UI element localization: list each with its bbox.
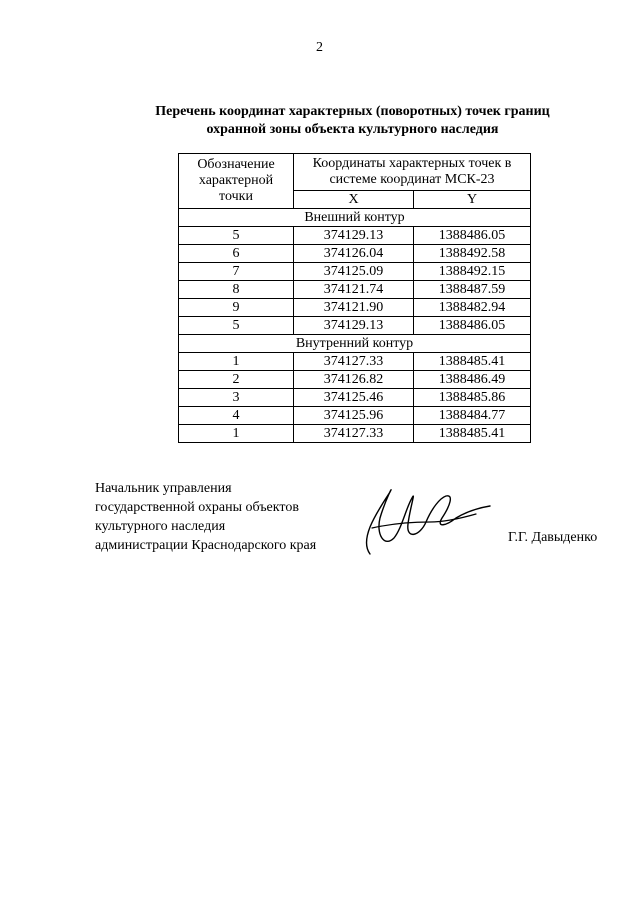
table-header-row bbox=[179, 154, 531, 191]
x-cell: 374127.33 bbox=[294, 353, 414, 371]
point-header-line: характерной bbox=[198, 173, 274, 188]
point-cell: 1 bbox=[179, 425, 294, 443]
signer-position bbox=[95, 479, 316, 555]
section-title: Внешний контур bbox=[179, 209, 531, 227]
title-line-1: Перечень координат характерных (поворотных) точек границ bbox=[155, 104, 550, 119]
point-header bbox=[179, 154, 294, 209]
point-cell: 4 bbox=[179, 407, 294, 425]
table-row bbox=[179, 317, 531, 335]
x-cell: 374125.46 bbox=[294, 389, 414, 407]
table-row bbox=[179, 281, 531, 299]
y-cell: 1388487.59 bbox=[414, 281, 531, 299]
x-cell: 374121.90 bbox=[294, 299, 414, 317]
point-cell: 1 bbox=[179, 353, 294, 371]
y-cell: 1388486.05 bbox=[414, 317, 531, 335]
point-cell: 2 bbox=[179, 371, 294, 389]
table-row bbox=[179, 299, 531, 317]
table-row bbox=[179, 371, 531, 389]
signer-line: культурного наследия bbox=[95, 519, 226, 534]
section-row bbox=[179, 335, 531, 353]
point-cell: 7 bbox=[179, 263, 294, 281]
y-cell: 1388486.49 bbox=[414, 371, 531, 389]
coords-header-line: системе координат МСК-23 bbox=[329, 172, 495, 187]
x-cell: 374125.96 bbox=[294, 407, 414, 425]
coords-header-line: Координаты характерных точек в bbox=[312, 156, 512, 171]
point-cell: 9 bbox=[179, 299, 294, 317]
table-row bbox=[179, 227, 531, 245]
x-cell: 374125.09 bbox=[294, 263, 414, 281]
document-title bbox=[140, 103, 565, 139]
page-number: 2 bbox=[316, 40, 323, 55]
x-cell: 374129.13 bbox=[294, 227, 414, 245]
coordinates-table bbox=[178, 153, 531, 443]
y-cell: 1388486.05 bbox=[414, 227, 531, 245]
point-cell: 5 bbox=[179, 227, 294, 245]
table-row bbox=[179, 407, 531, 425]
handwritten-signature bbox=[350, 478, 495, 558]
y-cell: 1388484.77 bbox=[414, 407, 531, 425]
table-row bbox=[179, 425, 531, 443]
y-cell: 1388492.15 bbox=[414, 263, 531, 281]
y-cell: 1388485.41 bbox=[414, 353, 531, 371]
y-cell: 1388485.41 bbox=[414, 425, 531, 443]
signer-line: государственной охраны объектов bbox=[95, 500, 299, 515]
x-cell: 374129.13 bbox=[294, 317, 414, 335]
coords-header bbox=[294, 154, 531, 191]
table-row bbox=[179, 353, 531, 371]
table-row bbox=[179, 263, 531, 281]
signer-name: Г.Г. Давыденко bbox=[508, 530, 598, 545]
signer-line: администрации Краснодарского края bbox=[95, 538, 317, 553]
x-cell: 374126.04 bbox=[294, 245, 414, 263]
point-header-line: точки bbox=[219, 189, 253, 204]
x-cell: 374121.74 bbox=[294, 281, 414, 299]
x-header: X bbox=[294, 191, 414, 209]
point-cell: 8 bbox=[179, 281, 294, 299]
x-cell: 374126.82 bbox=[294, 371, 414, 389]
point-cell: 5 bbox=[179, 317, 294, 335]
table-row bbox=[179, 245, 531, 263]
point-cell: 6 bbox=[179, 245, 294, 263]
signer-line: Начальник управления bbox=[95, 481, 232, 496]
title-line-2: охранной зоны объекта культурного наследия bbox=[206, 122, 499, 137]
y-cell: 1388492.58 bbox=[414, 245, 531, 263]
y-cell: 1388482.94 bbox=[414, 299, 531, 317]
y-cell: 1388485.86 bbox=[414, 389, 531, 407]
table-row bbox=[179, 389, 531, 407]
x-cell: 374127.33 bbox=[294, 425, 414, 443]
section-row bbox=[179, 209, 531, 227]
point-cell: 3 bbox=[179, 389, 294, 407]
section-title: Внутренний контур bbox=[179, 335, 531, 353]
y-header: Y bbox=[414, 191, 531, 209]
point-header-line: Обозначение bbox=[197, 157, 275, 172]
